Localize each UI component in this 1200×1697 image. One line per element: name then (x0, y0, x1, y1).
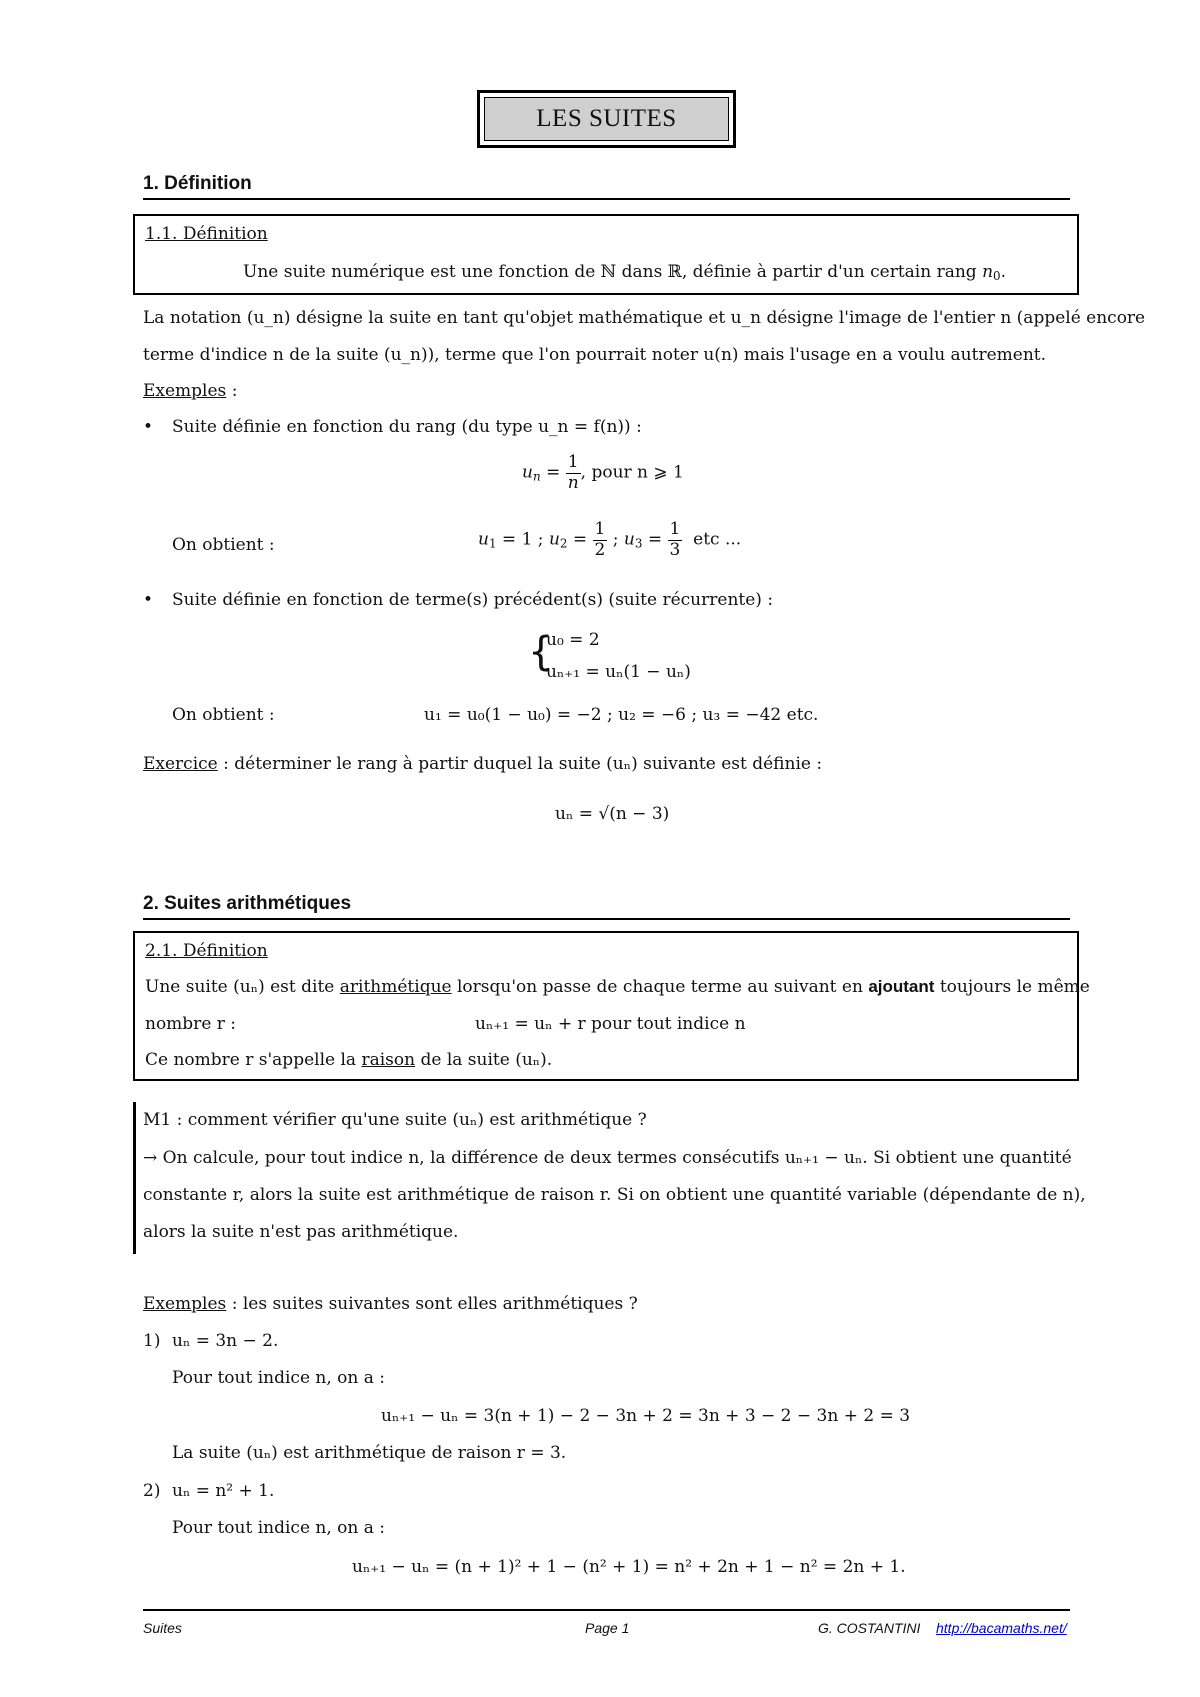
exercise-text: : déterminer le rang à partir duquel la suite (uₙ) suivante est définie : (217, 754, 823, 774)
section2-heading: 2. Suites arithmétiques (143, 893, 352, 914)
bullet-2-icon: • (143, 590, 154, 610)
footer-author: G. COSTANTINI (818, 1620, 921, 1636)
notation-line-1: La notation (u_n) désigne la suite en tant qu'objet mathématique et u_n désigne l'image de l'entier n (appelé encore (143, 308, 1146, 328)
on-obtient-1: On obtient : (172, 535, 275, 555)
section1-rule (143, 198, 1070, 200)
examples-label-1 (143, 381, 237, 401)
def-text-b: lorsqu'on passe de chaque terme au suivant en (451, 977, 869, 997)
formula-1: $u_n$ = $\frac{1}{n}$ , pour n ⩾ 1 (522, 452, 684, 493)
definition-2-line-3 (145, 1050, 552, 1070)
example-2-number: 2) (143, 1481, 161, 1501)
definition-end: . (1000, 262, 1007, 282)
examples-2-line (143, 1294, 638, 1314)
obtient-1-values: $u_1 = 1$ ; $u_2$ = $\frac{1}{2}$ ; $u_3$ = $\frac{1}{3}$ etc ... (478, 519, 742, 560)
example-2-formula: uₙ₊₁ − uₙ = (n + 1)² + 1 − (n² + 1) = n² + 2n + 1 − n² = 2n + 1. (352, 1557, 906, 1577)
example-2-definition: uₙ = n² + 1. (172, 1481, 275, 1501)
def-text-a: Une suite (uₙ) est dite (145, 977, 340, 997)
example-1-conclusion: La suite (uₙ) est arithmétique de raison r = 3. (172, 1443, 567, 1463)
system-line-2: uₙ₊₁ = uₙ(1 − uₙ) (546, 662, 691, 682)
definition-text: Une suite numérique est une fonction de ℕ dans ℝ, définie à partir d'un certain rang (243, 262, 983, 282)
example-1-number: 1) (143, 1331, 161, 1351)
footer-rule (143, 1609, 1070, 1611)
def-word-arithmetique: arithmétique (339, 977, 452, 997)
page-title: LES SUITES (484, 97, 729, 141)
def3-text-b: de la suite (uₙ). (415, 1050, 553, 1070)
definition-2-line-2a: nombre r : (145, 1014, 237, 1034)
n0-subscript: 0 (993, 268, 1001, 283)
footer-page: Page 1 (585, 1620, 630, 1636)
bullet-1-icon: • (143, 417, 154, 437)
examples-label-text: Exemples (143, 381, 227, 401)
exercise-line (143, 754, 822, 774)
method-line-3: constante r, alors la suite est arithmétique de raison r. Si on obtient une quantité variable (dépendante de n), (143, 1185, 1086, 1205)
title-box (477, 90, 736, 148)
on-obtient-2: On obtient : (172, 705, 275, 725)
definition-box-1 (133, 214, 1079, 295)
method-line-2: → On calcule, pour tout indice n, la différence de deux termes consécutifs uₙ₊₁ − uₙ. Si obtient une quantité (143, 1148, 1072, 1168)
def3-text-a: Ce nombre r s'appelle la (145, 1050, 362, 1070)
notation-line-2: terme d'indice n de la suite (u_n)), terme que l'on pourrait noter u(n) mais l'usage en a voulu autrement. (143, 345, 1047, 365)
definition-box-2-title: 2.1. Définition (145, 941, 268, 961)
example-1-definition: uₙ = 3n − 2. (172, 1331, 279, 1351)
example-1-line-1: Pour tout indice n, on a : (172, 1368, 386, 1388)
bullet-2-text: Suite définie en fonction de terme(s) précédent(s) (suite récurrente) : (172, 590, 774, 610)
section1-heading: 1. Définition (143, 173, 252, 194)
example-1-formula: uₙ₊₁ − uₙ = 3(n + 1) − 2 − 3n + 2 = 3n + 3 − 2 − 3n + 2 = 3 (381, 1406, 911, 1426)
exercise-formula: uₙ = √(n − 3) (555, 804, 670, 824)
examples-2-text: : les suites suivantes sont elles arithmétiques ? (226, 1294, 638, 1314)
footer-left: Suites (143, 1620, 182, 1636)
obtient-2-values: u₁ = u₀(1 − u₀) = −2 ; u₂ = −6 ; u₃ = −42 etc. (424, 705, 819, 725)
examples-2-label: Exemples (143, 1294, 227, 1314)
examples-colon: : (226, 381, 238, 401)
method-line-4: alors la suite n'est pas arithmétique. (143, 1222, 459, 1242)
def-word-raison: raison (361, 1050, 416, 1070)
definition-2-line-1 (145, 977, 1090, 997)
def-text-c: toujours le même (934, 977, 1090, 997)
n0-symbol: n (982, 262, 994, 282)
footer-link[interactable]: http://bacamaths.net/ (936, 1620, 1067, 1636)
formula-1-tail: , pour n ⩾ 1 (580, 462, 684, 483)
method-line-1: M1 : comment vérifier qu'une suite (uₙ) est arithmétique ? (143, 1110, 647, 1130)
definition-box-1-text (243, 262, 1006, 283)
section2-rule (143, 918, 1070, 920)
exercise-label: Exercice (143, 754, 218, 774)
method-left-bar (133, 1102, 136, 1254)
definition-box-2 (133, 931, 1090, 1081)
fraction-1-over-n: $\frac{1}{n}$ (567, 452, 579, 493)
bullet-1-text: Suite définie en fonction du rang (du type u_n = f(n)) : (172, 417, 642, 437)
system-line-1: u₀ = 2 (546, 630, 600, 650)
def-word-ajoutant: ajoutant (868, 977, 935, 996)
definition-2-formula: uₙ₊₁ = uₙ + r pour tout indice n (475, 1014, 746, 1034)
system-brace: { (528, 629, 554, 675)
definition-box-1-title: 1.1. Définition (145, 224, 268, 244)
example-2-line-1: Pour tout indice n, on a : (172, 1518, 386, 1538)
